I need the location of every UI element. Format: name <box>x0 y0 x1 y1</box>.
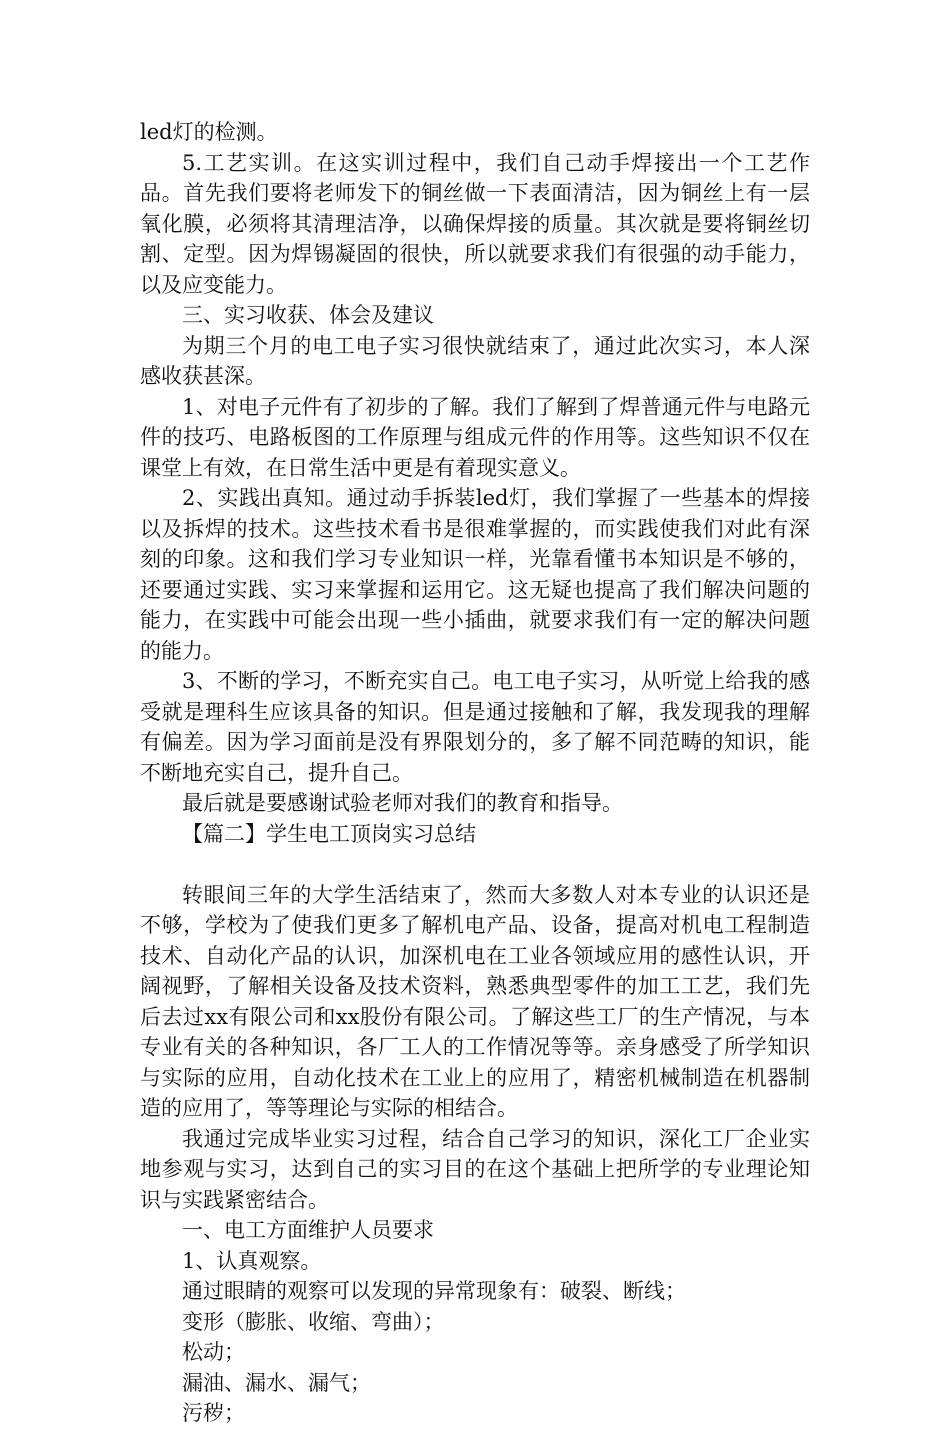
item-visual-anomalies: 通过眼睛的观察可以发现的异常现象有：破裂、断线； <box>182 1279 686 1303</box>
document-page <box>140 117 810 1429</box>
item-deformation: 变形（膨胀、收缩、弯曲）； <box>182 1309 445 1334</box>
section-heading-gains: 三、实习收获、体会及建议 <box>182 303 434 327</box>
paragraph-point-3: 3、不断的学习，不断充实自己。电工电子实习，从听觉上给我的感受就是理科生应该具备的知识。但是通过接触和了解，我发现我的理解有偏差。因为学习面前是没有界限划分的，多了解不同范畴的知识，能不断地充实自己，提升自己。 <box>140 669 810 785</box>
paragraph-university-intro: 转眼间三年的大学生活结束了，然而大多数人对本专业的认识还是不够，学校为了使我们更多了解机电产品、设备，提高对机电工程制造技术、自动化产品的认识，加深机电在工业各领域应用的感性认识，开阔视野，了解相关设备及技术资料，熟悉典型零件的加工工艺，我们先后去过xx有限公司和xx股份有限公司。了解这些工厂的生产情况，与本专业有关的各种知识，各厂工人的工作情况等等。亲身感受了所学知识与实际的应用，自动化技术在工业上的应用了，精密机械制造在机器制造的应用了，等等理论与实际的相结合。 <box>140 882 810 1120</box>
paragraph-internship-goal: 我通过完成毕业实习过程，结合自己学习的知识，深化工厂企业实地参观与实习，达到自己的实习目的在这个基础上把所学的专业理论知识与实践紧密结合。 <box>140 1126 810 1212</box>
blank-line <box>140 849 810 880</box>
paragraph-craft-training: 5.工艺实训。在这实训过程中，我们自己动手焊接出一个工艺作品。首先我们要将老师发下的铜丝做一下表面清洁，因为铜丝上有一层氧化膜，必须将其清理洁净，以确保焊接的质量。其次就是要将铜丝切割、定型。因为焊锡凝固的很快，所以就要求我们有很强的动手能力，以及应变能力。 <box>140 150 810 297</box>
paragraph-summary-intro: 为期三个月的电工电子实习很快就结束了，通过此次实习，本人深感收获甚深。 <box>140 333 810 388</box>
paragraph-point-2: 2、实践出真知。通过动手拆装led灯，我们掌握了一些基本的焊接以及拆焊的技术。这些技术看书是很难掌握的，而实践使我们对此有深刻的印象。这和我们学习专业知识一样，光靠看懂书本知识是不够的，还要通过实践、实习来掌握和运用它。这无疑也提高了我们解决问题的能力，在实践中可能会出现一些小插曲，就要求我们有一定的解决问题的能力。 <box>140 486 810 663</box>
item-leakage: 漏油、漏水、漏气； <box>182 1370 371 1395</box>
section-heading-electrician-requirements: 一、电工方面维护人员要求 <box>182 1218 434 1242</box>
paragraph-thanks: 最后就是要感谢试验老师对我们的教育和指导。 <box>182 791 623 815</box>
item-observe-carefully: 1、认真观察。 <box>182 1248 322 1273</box>
paragraph-led-detection: led灯的检测。 <box>140 120 278 144</box>
paragraph-point-1: 1、对电子元件有了初步的了解。我们了解到了焊普通元件与电路元件的技巧、电路板图的工作原理与组成元件的作用等。这些知识不仅在课堂上有效，在日常生活中更是有着现实意义。 <box>140 394 810 480</box>
item-loosening: 松动； <box>182 1340 245 1364</box>
chapter-heading-part-two: 【篇二】学生电工顶岗实习总结 <box>182 821 476 846</box>
item-contamination: 污秽； <box>182 1401 245 1425</box>
